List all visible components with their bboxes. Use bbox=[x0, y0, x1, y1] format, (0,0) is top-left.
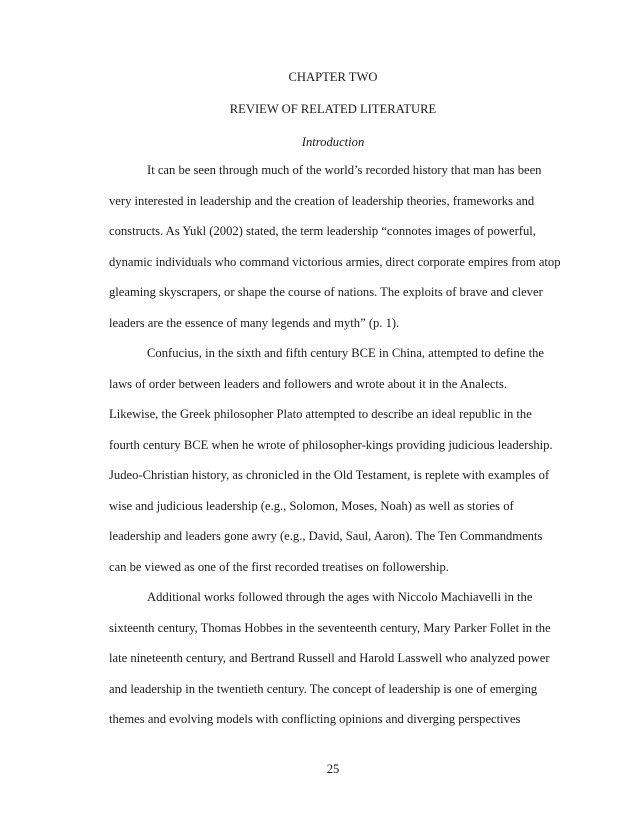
paragraph-line: dynamic individuals who command victorious armies, direct corporate empires from atop bbox=[109, 255, 561, 269]
paragraph-line: can be viewed as one of the first recorded treatises on followership. bbox=[109, 560, 449, 574]
paragraph-line: sixteenth century, Thomas Hobbes in the seventeenth century, Mary Parker Follet in the bbox=[109, 621, 551, 635]
paragraph-line: gleaming skyscrapers, or shape the course of nations. The exploits of brave and clever bbox=[109, 285, 543, 299]
paragraph-line: themes and evolving models with conflicting opinions and diverging perspectives bbox=[109, 712, 521, 726]
page-number: 25 bbox=[326, 762, 340, 776]
paragraph-line: wise and judicious leadership (e.g., Solomon, Moses, Noah) as well as stories of bbox=[109, 499, 514, 513]
chapter-title: REVIEW OF RELATED LITERATURE bbox=[229, 102, 437, 116]
paragraph-line: leaders are the essence of many legends and myth” (p. 1). bbox=[109, 316, 400, 330]
paragraph-line: Additional works followed through the ages with Niccolo Machiavelli in the bbox=[147, 590, 533, 604]
paragraph-line: late nineteenth century, and Bertrand Russell and Harold Lasswell who analyzed power bbox=[109, 651, 550, 665]
paragraph-line: laws of order between leaders and followers and wrote about it in the Analects. bbox=[109, 377, 507, 391]
paragraph-line: It can be seen through much of the world’s recorded history that man has been bbox=[147, 163, 542, 177]
paragraph-line: Likewise, the Greek philosopher Plato attempted to describe an ideal republic in the bbox=[109, 407, 532, 421]
chapter-heading: CHAPTER TWO bbox=[288, 70, 378, 84]
paragraph-line: Confucius, in the sixth and fifth century BCE in China, attempted to define the bbox=[147, 346, 544, 360]
paragraph-line: very interested in leadership and the creation of leadership theories, frameworks and bbox=[109, 194, 535, 208]
paragraph-line: constructs. As Yukl (2002) stated, the term leadership “connotes images of powerful, bbox=[109, 224, 536, 238]
paragraph-line: and leadership in the twentieth century. The concept of leadership is one of emerging bbox=[109, 682, 538, 696]
paragraph-line: leadership and leaders gone awry (e.g., David, Saul, Aaron). The Ten Commandments bbox=[109, 529, 543, 543]
paragraph-line: Judeo-Christian history, as chronicled in the Old Testament, is replete with examples of bbox=[109, 468, 550, 482]
section-heading: Introduction bbox=[301, 135, 365, 149]
paragraph-line: fourth century BCE when he wrote of philosopher-kings providing judicious leadership. bbox=[109, 438, 553, 452]
